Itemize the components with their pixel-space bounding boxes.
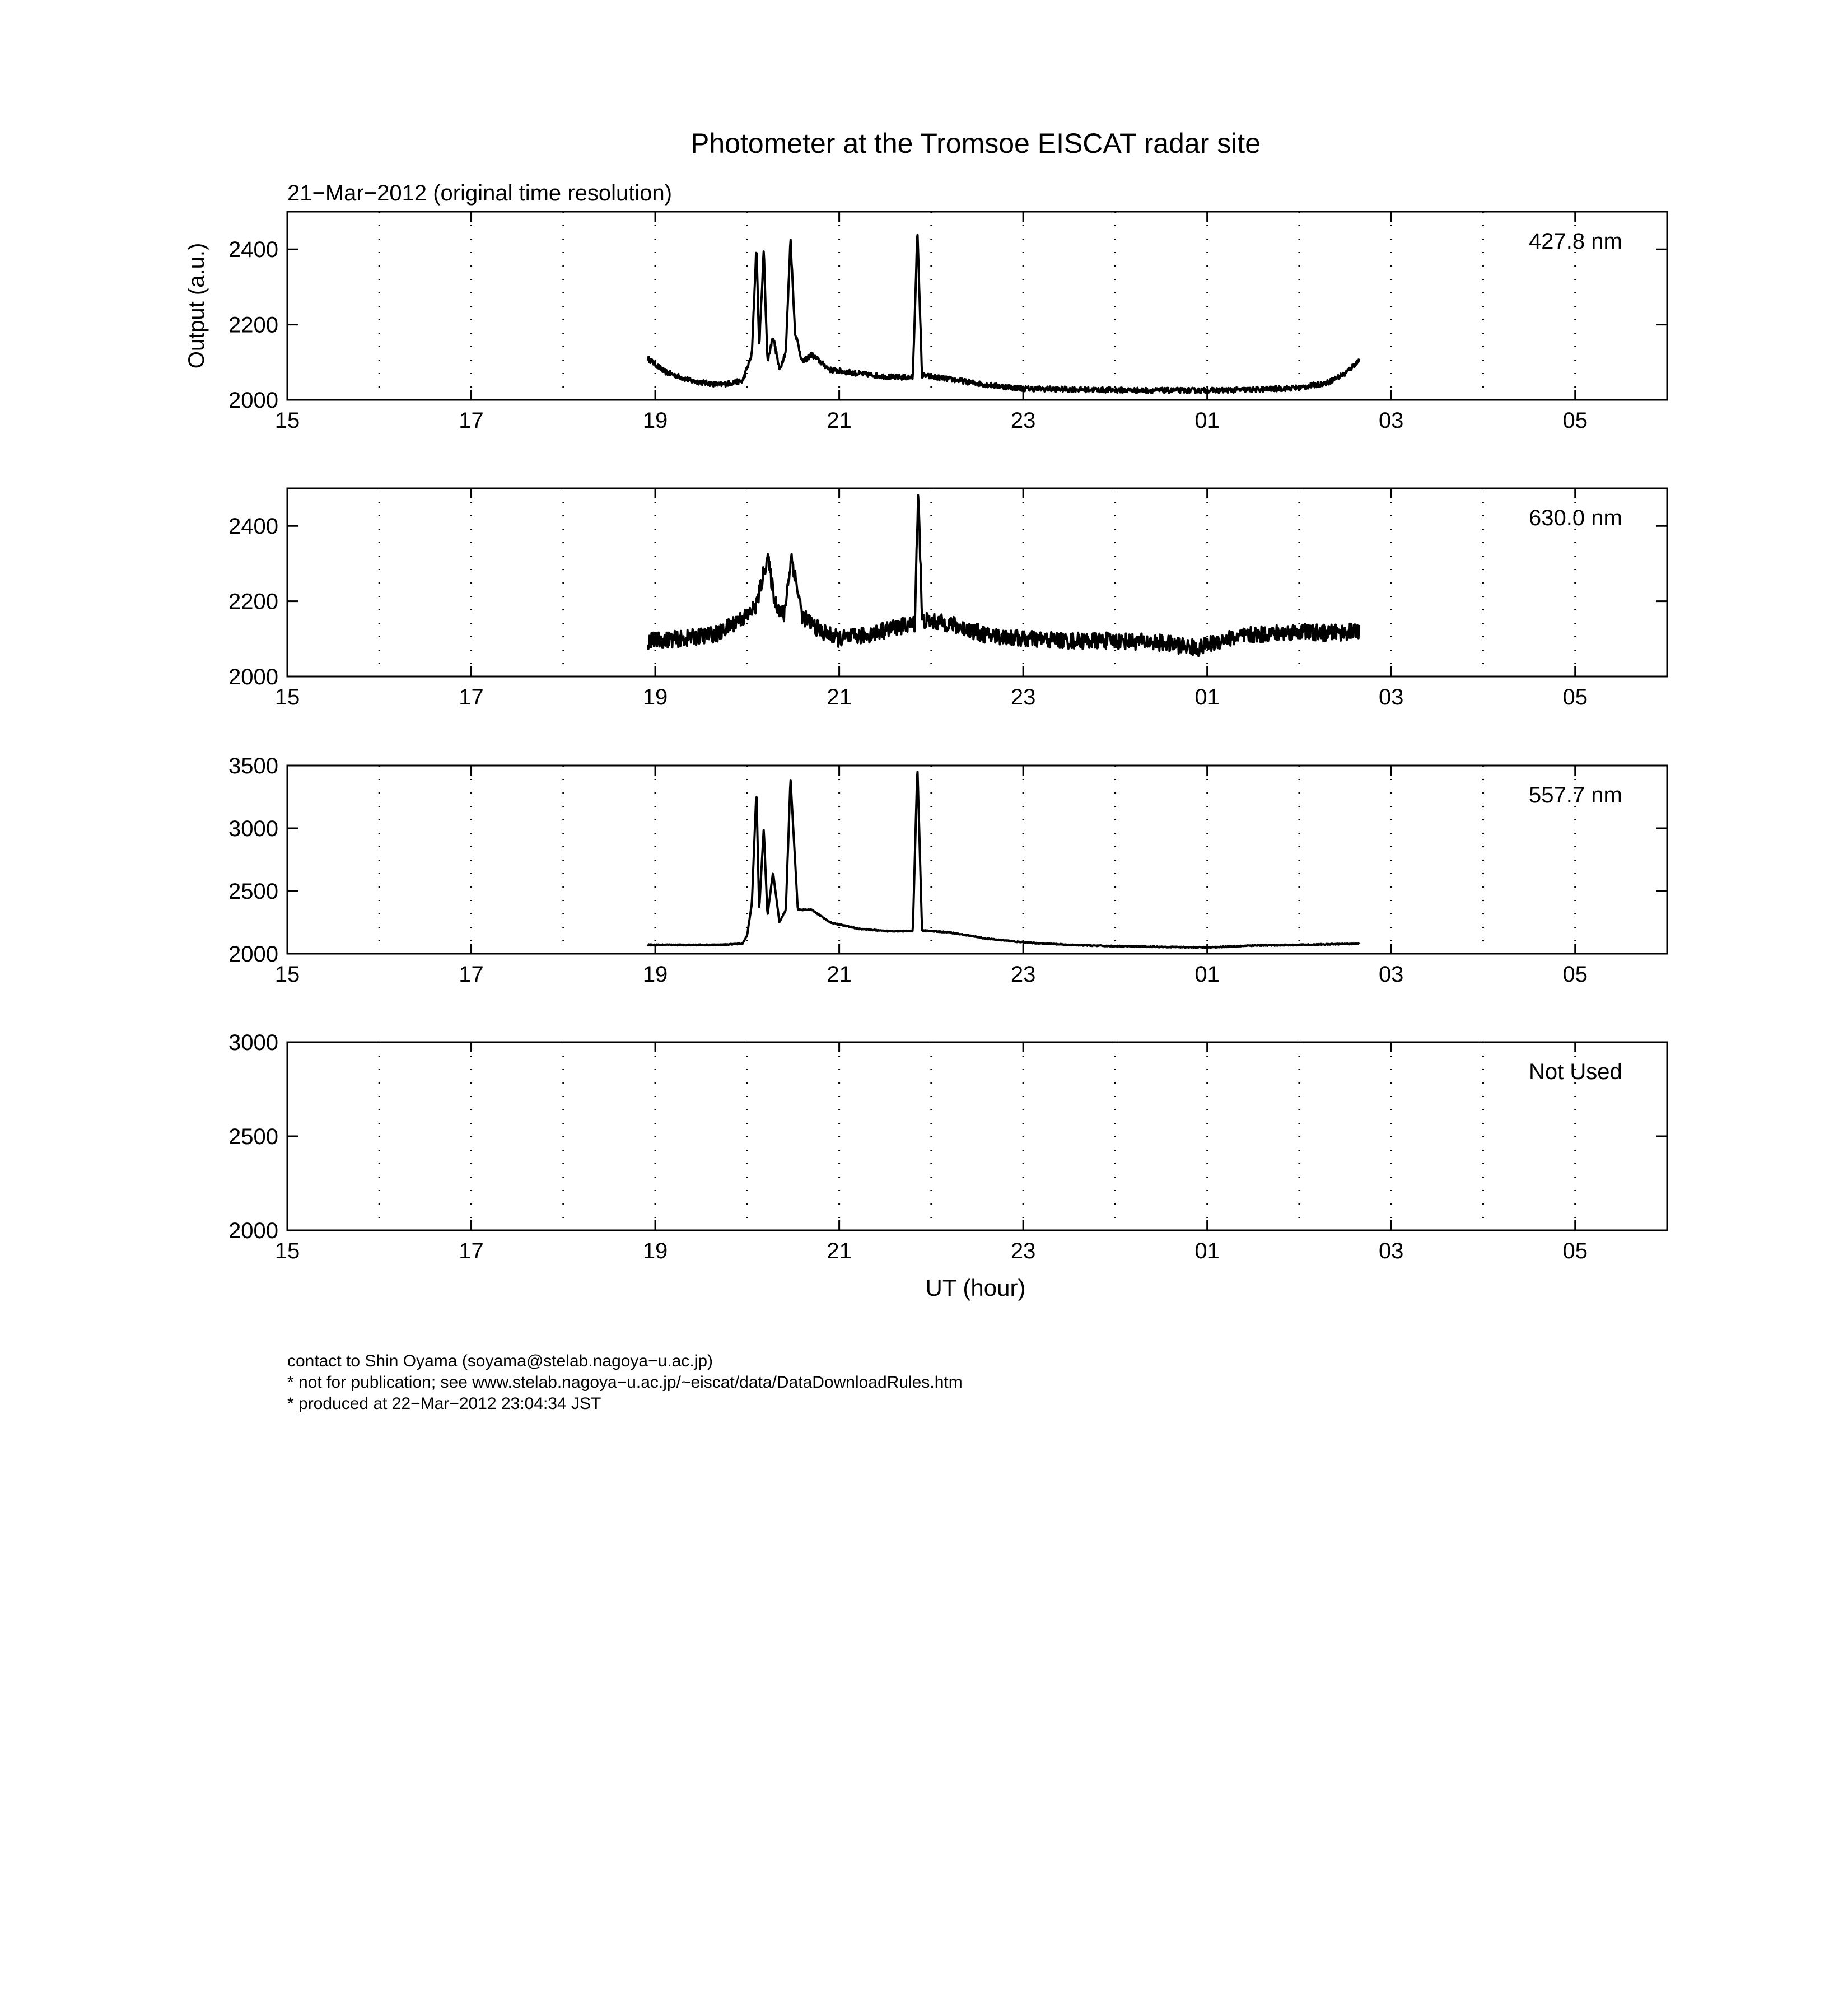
panel-label: 630.0 nm: [1529, 506, 1622, 530]
x-tick-label: 05: [1562, 1239, 1588, 1263]
x-tick-label: 17: [459, 685, 484, 710]
x-tick-label: 21: [827, 1239, 852, 1263]
x-tick-label: 19: [642, 1239, 668, 1263]
data-series-line: [648, 772, 1359, 948]
y-tick-label: 2000: [228, 1219, 278, 1243]
y-tick-label: 2200: [228, 312, 278, 338]
x-tick-label: 01: [1194, 962, 1220, 987]
plot-frame: [287, 212, 1667, 400]
y-tick-label: 2000: [228, 665, 278, 689]
y-tick-label: 2000: [228, 942, 278, 967]
plot-frame: [287, 766, 1667, 954]
data-series-line: [648, 235, 1359, 393]
x-tick-label: 23: [1010, 1239, 1036, 1263]
figure-title: Photometer at the Tromsoe EISCAT radar site: [690, 128, 1261, 159]
y-tick-label: 3000: [228, 816, 278, 841]
y-tick-label: 2400: [228, 514, 278, 539]
x-tick-label: 05: [1562, 408, 1588, 433]
data-series-line: [648, 495, 1359, 656]
y-tick-label: 3500: [228, 754, 278, 778]
panels: [228, 212, 1667, 1263]
x-tick-label: 03: [1378, 962, 1404, 987]
x-tick-label: 03: [1378, 685, 1404, 710]
panel-label: Not Used: [1529, 1060, 1622, 1084]
y-tick-label: 2200: [228, 589, 278, 614]
x-tick-label: 03: [1378, 408, 1404, 433]
x-tick-label: 17: [459, 408, 484, 433]
x-tick-label: 15: [274, 408, 300, 433]
x-tick-label: 01: [1194, 408, 1220, 433]
footer-produced: * produced at 22−Mar−2012 23:04:34 JST: [287, 1394, 601, 1413]
x-tick-label: 23: [1010, 408, 1036, 433]
footer-note: * not for publication; see www.stelab.nagoya−u.ac.jp/~eiscat/data/DataDownloadRules.htm: [287, 1373, 963, 1392]
x-tick-label: 15: [274, 962, 300, 987]
footer-contact: contact to Shin Oyama (soyama@stelab.nagoya−u.ac.jp): [287, 1352, 713, 1370]
y-tick-label: 2500: [228, 1124, 278, 1149]
x-tick-label: 21: [827, 408, 852, 433]
x-axis-label: UT (hour): [925, 1275, 1026, 1301]
x-tick-label: 17: [459, 1239, 484, 1263]
x-tick-label: 15: [274, 1239, 300, 1263]
y-tick-label: 2000: [228, 388, 278, 413]
panel-4: [228, 1030, 1667, 1263]
x-tick-label: 19: [642, 962, 668, 987]
panel-2: [228, 488, 1667, 710]
x-tick-label: 01: [1194, 1239, 1220, 1263]
plot-frame: [287, 488, 1667, 676]
x-tick-label: 03: [1378, 1239, 1404, 1263]
y-tick-label: 2400: [228, 237, 278, 263]
x-tick-label: 21: [827, 962, 852, 987]
y-tick-label: 2500: [228, 879, 278, 904]
y-tick-label: 3000: [228, 1030, 278, 1055]
x-tick-label: 23: [1010, 962, 1036, 987]
x-tick-label: 05: [1562, 685, 1588, 710]
x-tick-label: 19: [642, 408, 668, 433]
x-tick-label: 23: [1010, 685, 1036, 710]
x-tick-label: 17: [459, 962, 484, 987]
plot-frame: [287, 1042, 1667, 1230]
x-tick-label: 01: [1194, 685, 1220, 710]
figure-subtitle: 21−Mar−2012 (original time resolution): [287, 181, 673, 206]
x-tick-label: 15: [274, 685, 300, 710]
x-tick-label: 21: [827, 685, 852, 710]
y-axis-label: Output (a.u.): [184, 242, 209, 369]
x-tick-label: 19: [642, 685, 668, 710]
panel-label: 427.8 nm: [1529, 229, 1622, 254]
panel-label: 557.7 nm: [1529, 783, 1622, 808]
panel-3: [228, 754, 1667, 987]
panel-1: [228, 212, 1667, 433]
x-tick-label: 05: [1562, 962, 1588, 987]
